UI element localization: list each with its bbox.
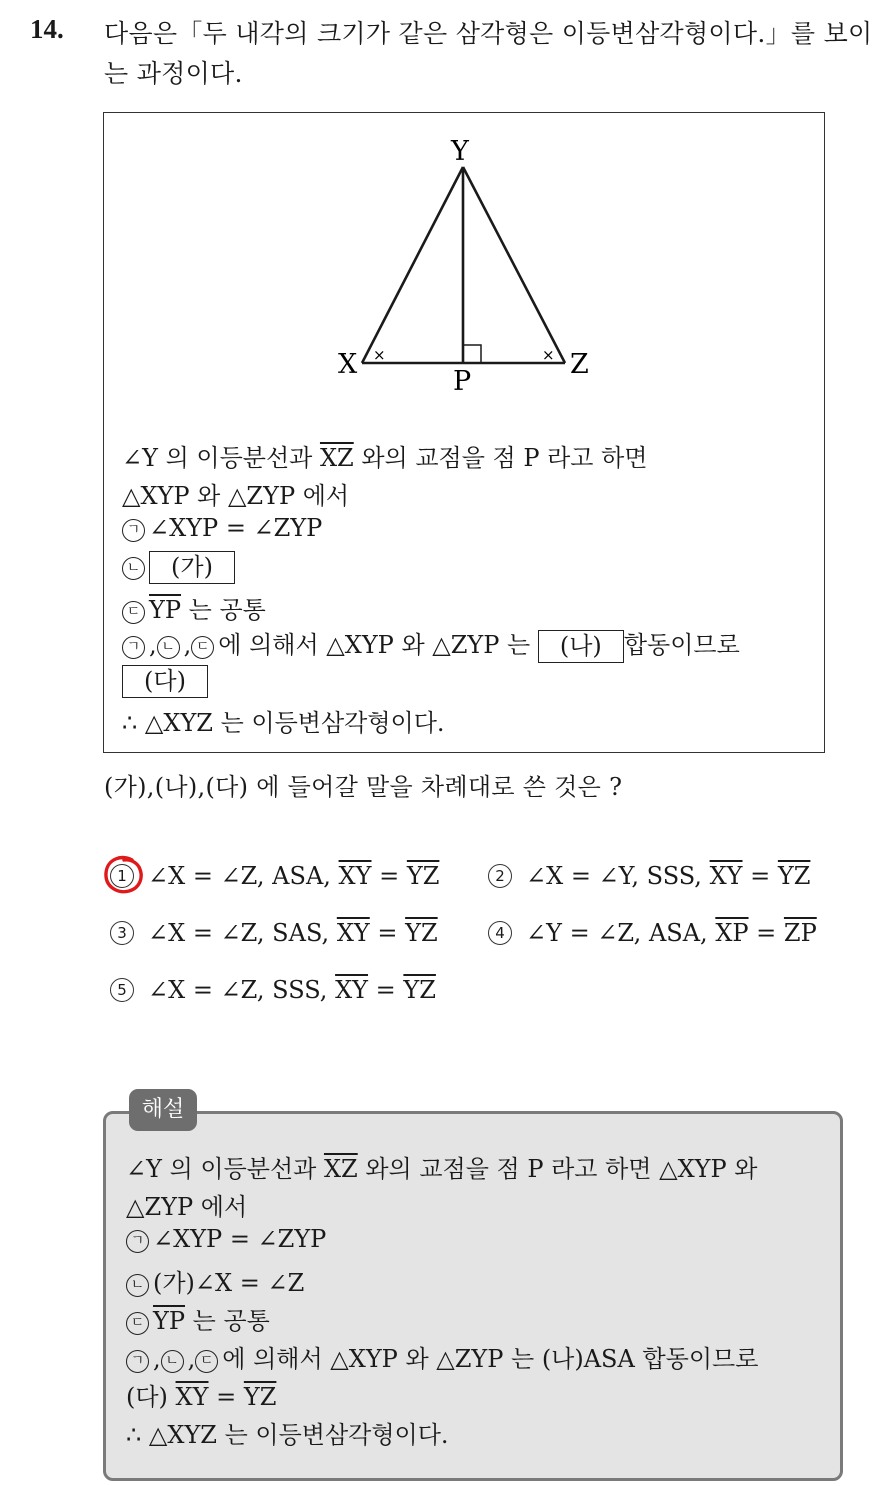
circled-nieun: ㄴ (122, 557, 145, 580)
right-angle-mark (463, 345, 481, 363)
label-p: P (453, 366, 472, 397)
circled-giyeok: ㄱ (122, 519, 145, 542)
angle-mark-x: × (373, 346, 386, 364)
label-y: Y (451, 136, 469, 167)
angle-mark-z: × (542, 346, 555, 364)
circled-digeut: ㄷ (122, 601, 145, 624)
question-text-line1: 다음은「두 내각의 크기가 같은 삼각형은 이등변삼각형이다.」를 보이 (104, 19, 873, 48)
proof-line-2: △XYP 와 △ZYP 에서 (122, 482, 350, 510)
solution-line-4: ㄴ (가)∠X = ∠Z (126, 1263, 304, 1298)
solution-line-1: ∠Y 의 이등분선과 $\overline{XZ}$ 와의 교점을 점 P 라고 하면 △XYP 와 (126, 1155, 758, 1183)
solution-conclusion: ∴ △XYZ 는 이등변삼각형이다. (126, 1421, 449, 1449)
solution-line-2: △ZYP 에서 (126, 1193, 248, 1221)
segment-xz: $\overline{XZ}$ (319, 444, 354, 472)
label-z: Z (570, 349, 589, 380)
option-3[interactable]: 3 ∠X = ∠Z, SAS, $\overline{XY} = \overline{YZ}$ (110, 919, 438, 947)
proof-line-6: ㄱ , ㄴ , ㄷ 에 의해서 △XYP 와 △ZYP 는 (나) 합동이므로 (122, 625, 740, 663)
solution-tab: 해설 (129, 1089, 197, 1131)
segment-yp: $\overline{YP}$ (149, 596, 181, 624)
proof-line-3: ㄱ ∠XYP = ∠ZYP (122, 514, 322, 542)
option-2[interactable]: 2 ∠X = ∠Y, SSS, $\overline{XY} = \overline{YZ}$ (488, 862, 810, 890)
solution-line-6: ㄱ , ㄴ , ㄷ 에 의해서 △XYP 와 △ZYP 는 (나)ASA 합동이므로 (126, 1339, 758, 1374)
blank-ga: (가) (149, 551, 235, 584)
proof-line-5: ㄷ $\overline{YP}$ 는 공통 (122, 590, 266, 625)
proof-line-4 (122, 551, 235, 584)
solution-line-7: (다) $\overline{XY} = \overline{YZ}$ (126, 1383, 277, 1411)
question-prompt: (가),(나),(다) 에 들어갈 말을 차례대로 쓴 것은 ? (104, 773, 623, 801)
option-number-5: 5 (110, 978, 134, 1002)
proof-conclusion: ∴ △XYZ 는 이등변삼각형이다. (122, 709, 445, 737)
solution-line-5: ㄷ $\overline{YP}$ 는 공통 (126, 1301, 270, 1336)
blank-na: (나) (538, 630, 624, 663)
triangle-figure (330, 130, 610, 400)
answer-mark-icon (102, 853, 146, 897)
question-number: 14. (30, 14, 64, 44)
side-yz (463, 167, 565, 363)
question-text-line2: 는 과정이다. (104, 59, 243, 88)
option-5[interactable]: 5 ∠X = ∠Z, SSS, $\overline{XY} = \overline{YZ}$ (110, 976, 436, 1004)
option-4[interactable]: 4 ∠Y = ∠Z, ASA, $\overline{XP} = \overline{ZP}$ (488, 919, 817, 947)
blank-da: (다) (122, 665, 208, 698)
option-number-4: 4 (488, 921, 512, 945)
option-number-2: 2 (488, 864, 512, 888)
side-xy (362, 167, 463, 363)
option-number-1: 1 (110, 864, 134, 888)
option-1[interactable]: 1 ∠X = ∠Z, ASA, $\overline{XY} = \overline{YZ}$ (110, 862, 439, 890)
solution-line-3: ㄱ ∠XYP = ∠ZYP (126, 1225, 326, 1253)
proof-line-7 (122, 665, 208, 698)
option-number-3: 3 (110, 921, 134, 945)
label-x: X (338, 349, 358, 380)
proof-line-1: ∠Y 의 이등분선과 $\overline{XZ}$ 와의 교점을 점 P 라고 하면 (122, 444, 648, 472)
